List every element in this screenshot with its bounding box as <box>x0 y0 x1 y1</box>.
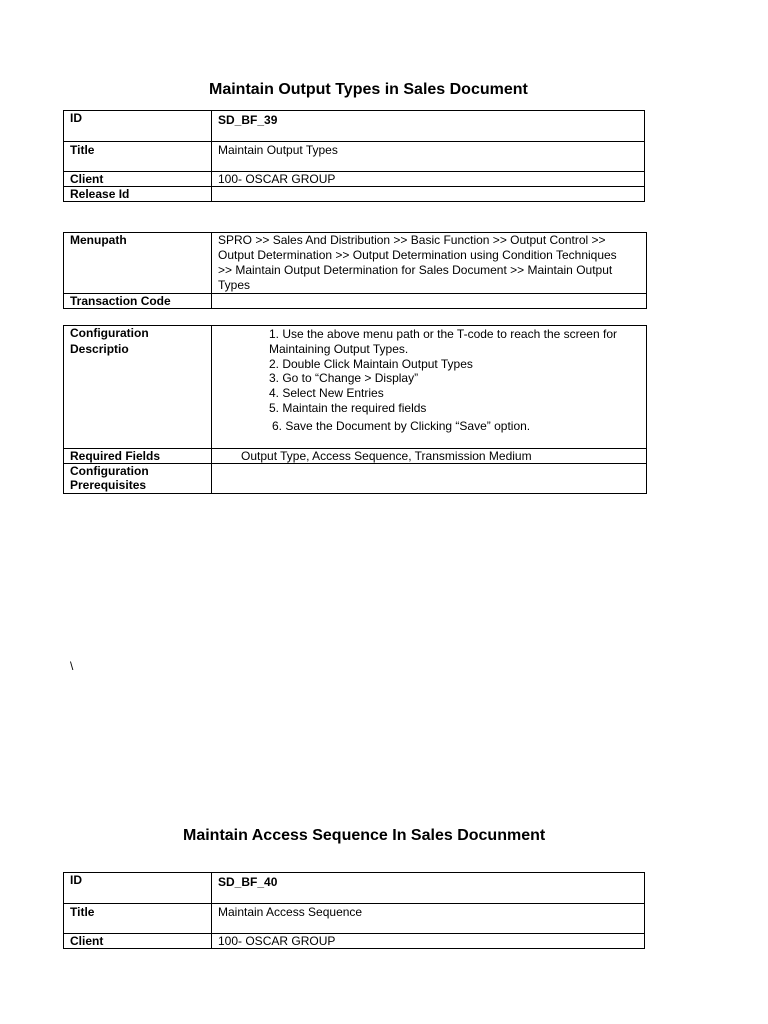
table-row <box>64 326 647 449</box>
menupath-line: >> Maintain Output Determination for Sales Document >> Maintain Output <box>218 263 613 277</box>
required-fields-label: Required Fields <box>64 449 212 464</box>
table-row <box>64 142 645 172</box>
client-value: 100- OSCAR GROUP <box>212 172 645 187</box>
menupath-value <box>212 233 647 294</box>
menupath-label: Menupath <box>64 233 212 294</box>
table-row <box>64 464 647 494</box>
id-label: ID <box>64 111 212 142</box>
release-id-value <box>212 187 645 202</box>
table-row <box>64 294 647 309</box>
table-row <box>64 187 645 202</box>
menupath-line: Types <box>218 278 251 292</box>
configuration-description-label <box>64 326 212 449</box>
id-label: ID <box>64 873 212 904</box>
configuration-prerequisites-label-line: Prerequisites <box>70 478 147 492</box>
step-line: Maintaining Output Types. <box>269 341 409 356</box>
section-2-heading: Maintain Access Sequence In Sales Docunment <box>183 827 546 844</box>
client-value: 100- OSCAR GROUP <box>212 934 645 949</box>
table-row <box>64 449 647 464</box>
configuration-description-label-line: Descriptio <box>70 342 129 356</box>
client-label: Client <box>64 172 212 187</box>
stray-backslash-text: \ <box>70 659 74 673</box>
configuration-description-label-line: Configuration <box>70 326 149 340</box>
configuration-steps <box>212 326 647 449</box>
configuration-prerequisites-value <box>212 464 647 494</box>
step-line: 5. Maintain the required fields <box>269 400 427 415</box>
transaction-code-label: Transaction Code <box>64 294 212 309</box>
step-line: 3. Go to “Change > Display” <box>269 371 419 386</box>
transaction-code-value <box>212 294 647 309</box>
step-line: 6. Save the Document by Clicking “Save” option. <box>272 418 531 433</box>
table-row <box>64 934 645 949</box>
access-sequence-info-table <box>63 872 645 949</box>
menupath-line: SPRO >> Sales And Distribution >> Basic Function >> Output Control >> <box>218 233 606 247</box>
menupath-line: Output Determination >> Output Determination using Condition Techniques <box>218 248 617 262</box>
table-row <box>64 873 645 904</box>
step-line: 4. Select New Entries <box>269 386 384 401</box>
menupath-table <box>63 232 647 309</box>
section-1-heading: Maintain Output Types in Sales Document <box>209 81 528 98</box>
table-row <box>64 904 645 934</box>
title-value: Maintain Access Sequence <box>212 904 645 934</box>
required-fields-value: Output Type, Access Sequence, Transmission Medium <box>212 449 647 464</box>
title-label: Title <box>64 142 212 172</box>
table-row <box>64 172 645 187</box>
configuration-prerequisites-label-line: Configuration <box>70 464 149 478</box>
client-label: Client <box>64 934 212 949</box>
configuration-prerequisites-label <box>64 464 212 494</box>
step-line: 1. Use the above menu path or the T-code to reach the screen for <box>269 327 617 341</box>
release-id-label: Release Id <box>64 187 212 202</box>
title-value: Maintain Output Types <box>212 142 645 172</box>
configuration-table <box>63 325 647 494</box>
step-line: 2. Double Click Maintain Output Types <box>269 356 473 371</box>
id-value: SD_BF_39 <box>212 111 645 142</box>
table-row <box>64 233 647 294</box>
title-label: Title <box>64 904 212 934</box>
output-types-info-table <box>63 110 645 202</box>
table-row <box>64 111 645 142</box>
id-value: SD_BF_40 <box>212 873 645 904</box>
